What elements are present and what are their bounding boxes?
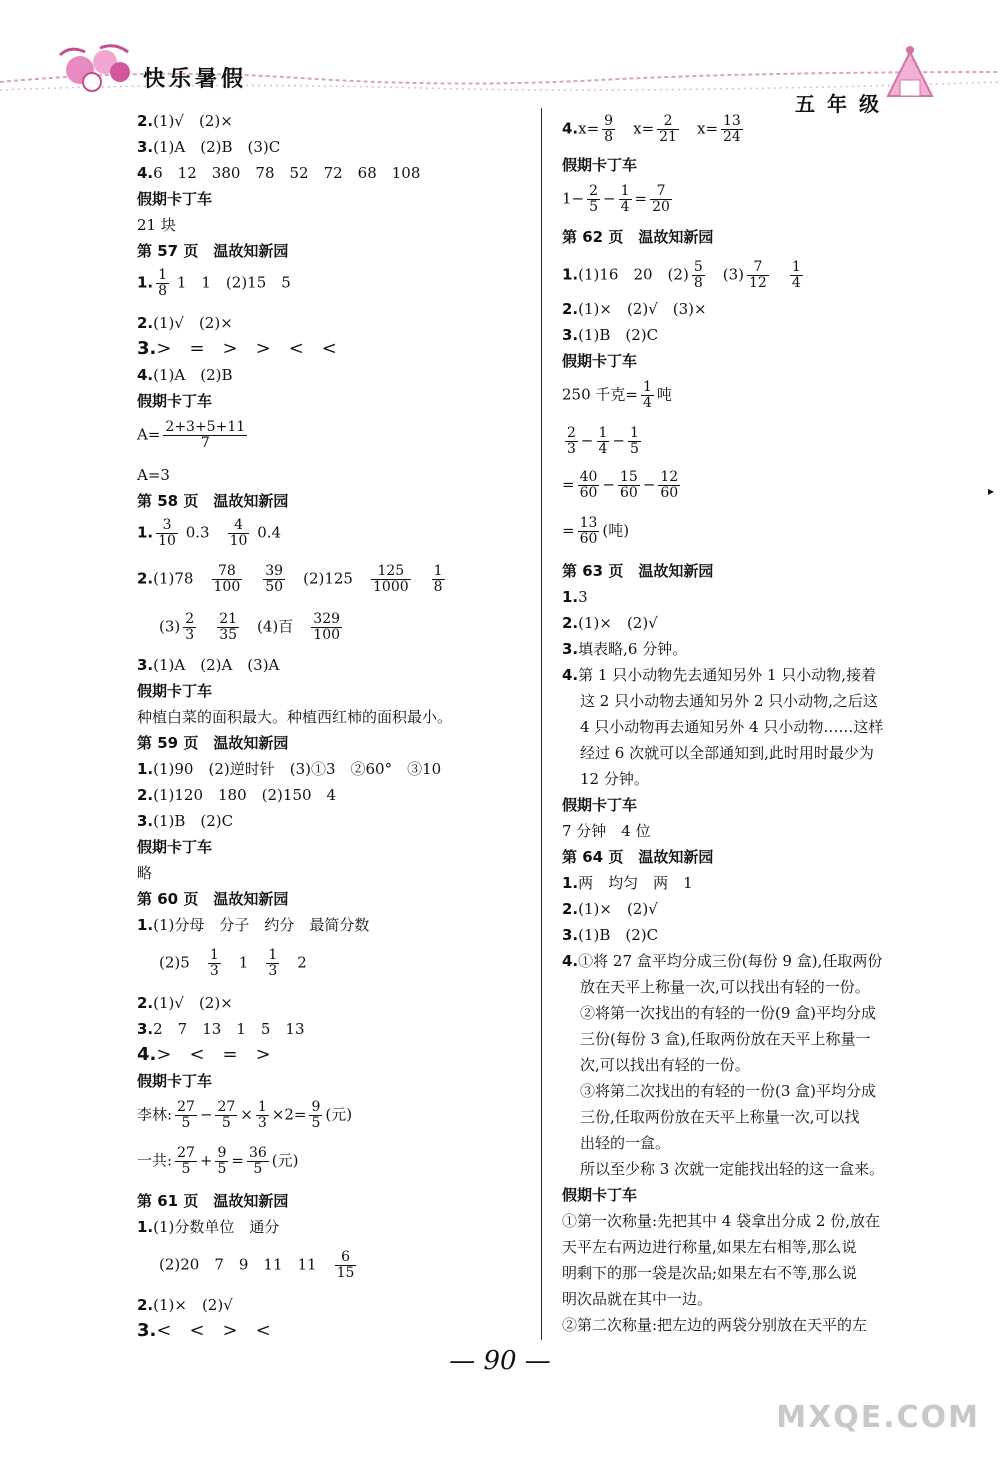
answer-line: 12 分钟。 [580, 770, 649, 788]
section-heading: 第 57 页 温故知新园 [137, 242, 289, 260]
answer-line: 一共: $\frac{27}{5}$ + $\frac{9}{5}$ = $\frac{36}{5}$ (元) [137, 1145, 299, 1177]
book-title: 快乐暑假 [143, 67, 248, 92]
answer-line: 7 分钟 4 位 [562, 822, 651, 840]
section-heading: 假期卡丁车 [137, 190, 213, 208]
answer-line: 2.(1)√ (2)× [137, 314, 233, 332]
answer-line: 略 [137, 864, 153, 882]
answer-line: 2.(1)√ (2)× [137, 112, 233, 130]
answer-line: 次,可以找出有轻的一份。 [580, 1056, 750, 1074]
answer-line: 明次品就在其中一边。 [562, 1290, 713, 1308]
section-heading: 第 61 页 温故知新园 [137, 1192, 289, 1210]
fraction: $\frac{2+3+5+11}{7}$ [165, 419, 246, 451]
section-heading: 假期卡丁车 [562, 796, 638, 814]
section-heading: 假期卡丁车 [562, 1186, 638, 1204]
answer-line: 3.< < > < [137, 1320, 271, 1341]
page-number: — 90 — [449, 1346, 551, 1376]
answer-line: 3.填表略,6 分钟。 [562, 640, 688, 658]
answer-line: 放在天平上称量一次,可以找出有轻的一份。 [580, 978, 870, 996]
answer-line: 三份,任取两份放在天平上称量一次,可以找 [580, 1108, 860, 1126]
answer-line: = $\frac{13}{60}$ (吨) [562, 515, 630, 547]
tent-icon [888, 46, 932, 96]
page-arrow-icon: ▸ [988, 484, 995, 498]
answer-line: 1.两 均匀 两 1 [562, 874, 693, 892]
column-divider [541, 108, 542, 1340]
section-heading: 假期卡丁车 [137, 1072, 213, 1090]
section-heading: 假期卡丁车 [137, 392, 213, 410]
answer-line: 1. $\frac{1}{8}$ 1 1 (2)15 5 [137, 267, 291, 299]
answer-line: 4.x= $\frac{9}{8}$ x= $\frac{2}{21}$ x= $\frac{13}{24}$ [562, 113, 741, 145]
answer-line: 4.> < = > [137, 1044, 271, 1065]
fraction: $\frac{1}{8}$ [158, 267, 168, 299]
section-heading: 第 62 页 温故知新园 [562, 228, 714, 246]
answer-line: ①第一次称量:先把其中 4 袋拿出分成 2 份,放在 [562, 1212, 880, 1230]
answer-line: (2)5 $\frac{1}{3}$ 1 $\frac{1}{3}$ 2 [159, 947, 307, 979]
page-header [0, 0, 1000, 116]
answer-line: 4 只小动物再去通知另外 4 只小动物……这样 [580, 718, 884, 736]
answer-line: 1.(1)分数单位 通分 [137, 1218, 280, 1236]
answer-line: 4.(1)A (2)B [137, 366, 233, 384]
answer-line: 4.第 1 只小动物先去通知另外 1 只小动物,接着 [562, 666, 877, 684]
answer-line: $\frac{2}{3}$ − $\frac{1}{4}$ − $\frac{1}{5}$ [567, 425, 639, 457]
answer-line: 3.2 7 13 1 5 13 [137, 1020, 305, 1038]
answer-line: ③将第二次找出的有轻的一份(3 盒)平均分成 [580, 1082, 877, 1100]
answer-line: (2)20 7 9 11 11 $\frac{6}{15}$ [159, 1249, 355, 1281]
answer-line: 天平左右两边进行称量,如果左右相等,那么说 [562, 1238, 857, 1256]
answer-line: = $\frac{40}{60}$ − $\frac{15}{60}$ − $\frac{12}{60}$ [562, 469, 679, 501]
section-heading: 假期卡丁车 [137, 682, 213, 700]
flower-icon [60, 46, 130, 91]
answer-line: 250 千克= $\frac{1}{4}$ 吨 [562, 379, 672, 411]
grade-label: 五年级 [795, 92, 891, 116]
watermark: MXQE.COM [776, 1400, 980, 1435]
answer-line: 三份(每份 3 盒),任取两份放在天平上称量一 [580, 1030, 871, 1048]
section-heading: 第 58 页 温故知新园 [137, 492, 289, 510]
answer-line: 经过 6 次就可以全部通知到,此时用时最少为 [580, 744, 874, 762]
section-heading: 假期卡丁车 [562, 352, 638, 370]
answer-line: 明剩下的那一袋是次品;如果左右不等,那么说 [562, 1264, 857, 1282]
answer-line: ②将第一次找出的有轻的一份(9 盒)平均分成 [580, 1004, 877, 1022]
answer-line: 这 2 只小动物去通知另外 2 只小动物,之后这 [580, 692, 878, 710]
section-heading: 假期卡丁车 [562, 156, 638, 174]
answer-line: A= $\frac{2+3+5+11}{7}$ [137, 419, 246, 451]
answer-line: 所以至少称 3 次就一定能找出轻的这一盒来。 [580, 1160, 885, 1178]
answer-line: 2.(1)× (2)√ (3)× [562, 300, 707, 318]
answer-line: 2.(1)78 $\frac{78}{100}$ $\frac{39}{50}$ (2)125 $\frac{125}{1000}$ $\frac{1}{8}$ [137, 563, 443, 595]
answer-line: 4.6 12 380 78 52 72 68 108 [137, 164, 421, 182]
answer-line: 种植白菜的面积最大。种植西红柿的面积最小。 [137, 708, 453, 726]
answer-line: 1.(1)16 20 (2) $\frac{5}{8}$ (3) $\frac{7}{12}$ $\frac{1}{4}$ [562, 259, 801, 291]
section-heading: 第 64 页 温故知新园 [562, 848, 714, 866]
answer-line: 1. $\frac{3}{10}$ 0.3 $\frac{4}{10}$ 0.4 [137, 517, 282, 549]
answer-line: 2.(1)120 180 (2)150 4 [137, 786, 337, 804]
answer-line: 1− $\frac{2}{5}$ − $\frac{1}{4}$ = $\frac{7}{20}$ [562, 183, 670, 215]
answer-line: 2.(1)× (2)√ [562, 614, 658, 632]
answer-line: 3.(1)A (2)B (3)C [137, 138, 281, 156]
section-heading: 第 63 页 温故知新园 [562, 562, 714, 580]
answer-line: 3.(1)A (2)A (3)A [137, 656, 280, 674]
answer-line: 2.(1)× (2)√ [562, 900, 658, 918]
answer-line: 出轻的一盒。 [580, 1134, 671, 1152]
answer-line: 2.(1)√ (2)× [137, 994, 233, 1012]
section-heading: 第 59 页 温故知新园 [137, 734, 289, 752]
section-heading: 第 60 页 温故知新园 [137, 890, 289, 908]
answer-line: ②第二次称量:把左边的两袋分别放在天平的左 [562, 1316, 868, 1334]
answer-line: 3.(1)B (2)C [562, 326, 659, 344]
answer-line: A=3 [137, 466, 170, 484]
answer-line: 3.(1)B (2)C [137, 812, 234, 830]
answer-line: 21 块 [137, 216, 176, 234]
answer-line: (3) $\frac{2}{3}$ $\frac{21}{35}$ (4)百 $\frac{329}{100}$ [159, 611, 341, 643]
answer-line: 3.> = > > < < [137, 338, 337, 359]
answer-line: 1.3 [562, 588, 588, 606]
answer-line: 4.①将 27 盒平均分成三份(每份 9 盒),任取两份 [562, 952, 883, 970]
section-heading: 假期卡丁车 [137, 838, 213, 856]
answer-line: 李林: $\frac{27}{5}$ − $\frac{27}{5}$ × $\frac{1}{3}$ ×2= $\frac{9}{5}$ (元) [137, 1099, 353, 1131]
answer-line: 1.(1)90 (2)逆时针 (3)①3 ②60° ③10 [137, 760, 442, 778]
answer-line: 3.(1)B (2)C [562, 926, 659, 944]
answer-line: 2.(1)× (2)√ [137, 1296, 233, 1314]
answer-line: 1.(1)分母 分子 约分 最简分数 [137, 916, 370, 934]
